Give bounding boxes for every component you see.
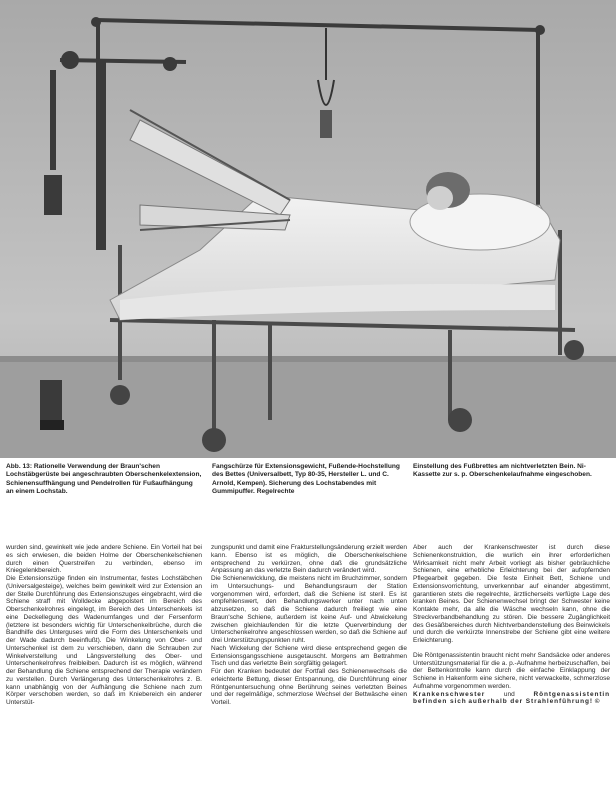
- closing-line: Krankenschwester und Röntgenassistentin befinden sich außerhalb der Strahlenführung! ©: [413, 690, 610, 706]
- paragraph: Nach Wickelung der Schiene wird diese entsprechend gegen die Extensionsgangsschiene ausgetauscht. Morgens am Bettrahmen Tisch und das verletzte Bein sorgfältig gelagert.: [211, 644, 407, 668]
- paragraph: Die Extensionszüge finden ein Instrumentar, festes Lochstäbchen (Universalgesteige), welches beim gewinkelt wird zur Extension an der Stelle Durchführung des Extensionszuges eingebracht, wird die Schiene straff mit Wolldecke abgepolstert im Bereich des Oberschenkelrohres eingelegt, im Bereich des Unterschenkels ist eine Deckellegung des Wadenumfanges und der Fersenform (letztere ist besonders wichtig für Unterschenkelbrüche, durch die Bandhilfe des Unterguses wird die Form des Unterschenkels und der Wade dadurch beeinflußt). Die Winkelung von Ober- und Unterschenkel ist dem zu verschieben, dann die Schrauben zur Winkelverstellung und Längsverstellung des Ober- und Unterschenkelrohres freibleiben. Dadurch ist es möglich, während der Behandlung die Schiene entsprechend der Therapie verändern zu verstellen. Durch Verlängerung des Unterschenkelrohrs z. B. kann unabhängig von der Aufhängung die Schiene nach zum Körper verschoben werden, so daß im Kniebereich ein anderer Unterstüt-: [6, 575, 202, 706]
- paragraph: Die Röntgenassistentin braucht nicht mehr Sandsäcke oder anderes Unterstützungsmaterial für die a. p.-Aufnahme herbeizuschaffen, bei der Bettenkontrolle kann durch die einfache Einklappung der Schiene in Hakenform eine sichere, nicht verwackelte, schmerzlose Aufnahme vorgenommen werden.: [413, 651, 610, 690]
- spaced-text: Röntgenassistentin befinden sich: [413, 690, 610, 706]
- body-column-1: [6, 544, 202, 707]
- end-mark: ©: [594, 698, 600, 706]
- paragraph: wurden sind, gewinkelt wie jede andere Schiene. Ein Vorteil hat bei es sich erwiesen, die beiden Holme der Oberschenkelschienen durch einen Querstreifen zu verbinden, ebenso im Kniegelenkbereich.: [6, 544, 202, 575]
- body-column-3: [413, 544, 610, 706]
- paragraph: Aber auch der Krankenschwester ist durch diese Schienenkonstruktion, die wurlich ein ihrer erforderlichen Wirksamkeit nicht mehr Arbeit vorliegt als bisher gebräuchliche Schienen, eine erhebliche Erleichterung bei der aufopfernden Pflegearbeit gegeben. Die feste Einheit Bett, Schiene und Extensionsvorrichtung, unverkennbar auf einander abgestimmt, garantieren stets die regelrechte, ärztlicherseits verfügte Lage des kranken Beines. Der Schienenwechsel bringt der Schwester keine Kontakte mehr, da alle die Wäsche wechseln kann, ohne die Streckverbandbehandlung zu stören. Die bessere Zugänglichkeit des Gesäßbereiches durch Nichtverbandenstellung des Beinwickels und durch die verkürzte Innenstrebe der Schiene gibt eine weitere Erleichterung.: [413, 544, 610, 644]
- figure-caption-text-3: Einstellung des Fußbrettes am nichtverletzten Bein. Ni-Kassette zur s. p. Oberschenkelaufnahme eingeschoben.: [413, 463, 592, 479]
- figure-caption-text-1: Rationelle Verwendung der Braun'schen Lochstäbgerüste bei angeschraubten Oberschenkelextension, Schienensuffhängung und Pendelrollen für Fußaufhängung an einem Lochstab.: [6, 463, 202, 495]
- paragraph: zungspunkt und damit eine Frakturstellungsänderung erzielt werden kann. Ebenso ist es möglich, die Oberschenkelschiene entsprechend zu verkürzen, ohne daß die grundsätzliche Anpassung an das verletzte Bein dadurch verändert wird.: [211, 544, 407, 575]
- paragraph: Für den Kranken bedeutet der Fortfall des Schienenwechsels die erleichterte Bettung, dieser Entspannung, die Durchführung einer Röntgenuntersuchung ohne Berührung seines verletzten Beines und der regelmäßige, schmerzlose Wechsel der Bettwäsche einen Vorteil.: [211, 668, 407, 706]
- spaced-text: außerhalb der Strahlenführung!: [468, 698, 593, 706]
- figure-caption-part-3: [413, 463, 609, 480]
- figure-label: Abb. 13:: [6, 463, 33, 470]
- paragraph: Die Schienenwicklung, die meistens nicht im Bruchzimmer, sondern im Untersuchungs- und Behandlungsraum der Station vorgenommen wird, erfordert, daß die Schiene ist steril. Es ist empfehlenswert, den Behandlungswerker unter nach unten abzusetzen, so daß die Schiene dadurch freiliegt wie eine Braun'sche Schiene, außerdem ist keine Auf- und Abwickelung zwischen gleichlaufenden für die letzte Querverbindung der Unterschenkelrohre angeschlossen werden, so daß die Schiene auf drei Unterstützungspunkten ruht.: [211, 575, 407, 644]
- spaced-text: Krankenschwester: [413, 690, 486, 698]
- body-column-2: [211, 544, 407, 707]
- figure-caption-part-2: [212, 463, 408, 496]
- figure-caption-text-2: Fangschürze für Extensionsgewicht, Fußende-Hochstellung des Bettes (Universalbett, Typ 80-35, Hersteller L. und C. Arnold, Kempen). Sicherung des Lochstabendes mit Gummipuffer. Regelrechte: [212, 463, 400, 495]
- figure-caption-part-1: [6, 463, 202, 496]
